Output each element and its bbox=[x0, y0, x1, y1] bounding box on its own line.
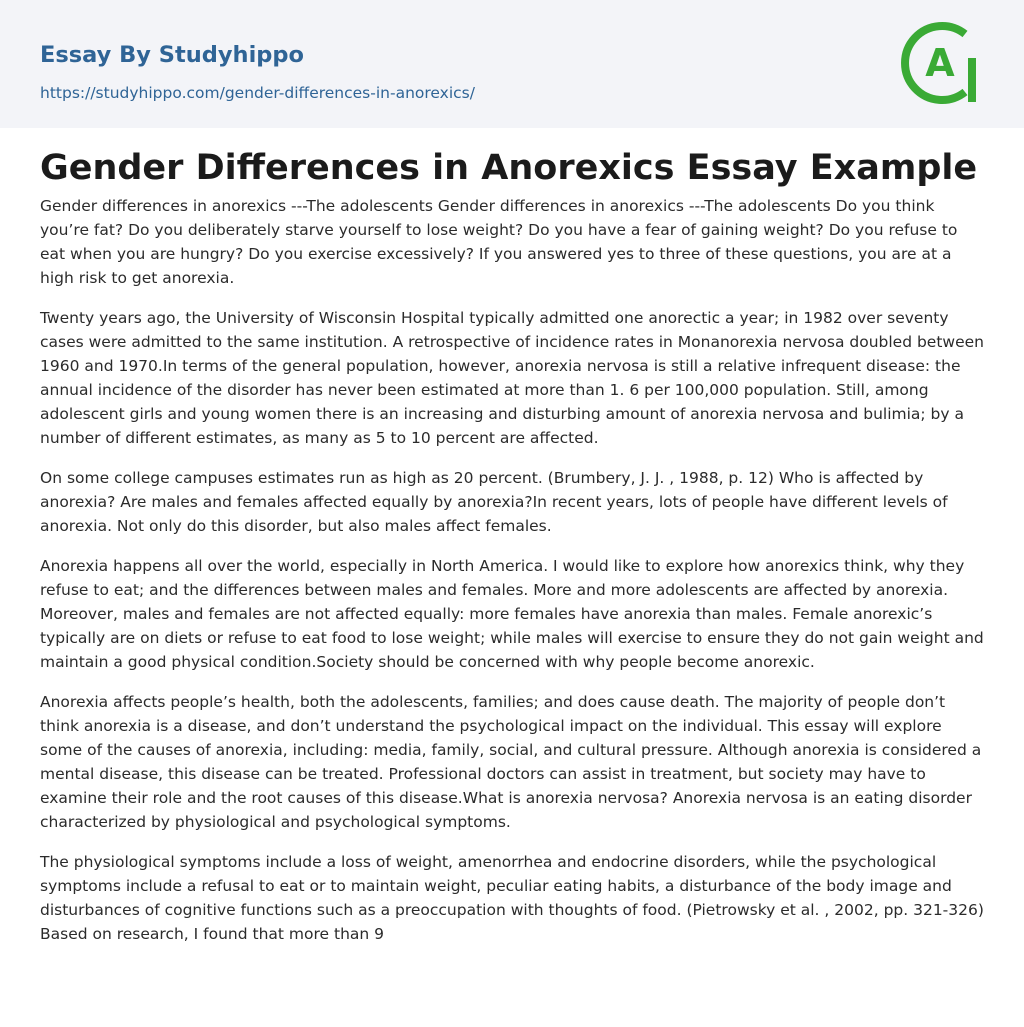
paragraph-1: Gender differences in anorexics ---The adolescents Gender differences in anorexics ---The adolescents Do you think you’re fat? Do you deliberately starve yourself to lose weight? Do you have a fear of gaining weight? Do you refuse to eat when you are hungry? Do you exercise excessively? If you answered yes to three of these questions, you are at a high risk to get anorexia. bbox=[40, 197, 958, 287]
article-url-link[interactable]: https://studyhippo.com/gender-differences-in-anorexics/ bbox=[40, 84, 475, 102]
paragraph-4: Anorexia happens all over the world, especially in North America. I would like to explore how anorexics think, why they refuse to eat; and the differences between males and females. More and more adolescents are affected by anorexia. Moreover, males and females are not affected equally: more females have anorexia than males. Female anorexic’s typically are on diets or refuse to eat food to lose weight; while males will exercise to ensure they do not gain weight and maintain a good physical condition.Society should be concerned with why people become anorexic. bbox=[40, 557, 984, 671]
page-header bbox=[0, 0, 1024, 128]
paragraph-6: The physiological symptoms include a loss of weight, amenorrhea and endocrine disorders, while the psychological symptoms include a refusal to eat or to maintain weight, peculiar eating habits, a disturbance of the body image and disturbances of cognitive functions such as a preoccupation with thoughts of food. (Pietrowsky et al. , 2002, pp. 321-326) Based on research, I found that more than 9 bbox=[40, 853, 984, 943]
article-title: Gender Differences in Anorexics Essay Example bbox=[40, 148, 978, 188]
paragraph-3: On some college campuses estimates run as high as 20 percent. (Brumbery, J. J. , 1988, p. 12) Who is affected by anorexia? Are males and females affected equally by anorexia?In recent years, lots of people have different levels of anorexia. Not only do this disorder, but also males affect females. bbox=[40, 469, 948, 535]
article-body bbox=[40, 194, 984, 962]
site-title[interactable]: Essay By Studyhippo bbox=[40, 42, 304, 68]
paragraph-5: Anorexia affects people’s health, both the adolescents, families; and does cause death. The majority of people don’t think anorexia is a disease, and don’t understand the psychological impact on the individual. This essay will explore some of the causes of anorexia, including: media, family, social, and cultural pressure. Although anorexia is considered a mental disease, this disease can be treated. Professional doctors can assist in treatment, but society may have to examine their role and the root causes of this disease.What is anorexia nervosa? Anorexia nervosa is an eating disorder characterized by physiological and psychological symptoms. bbox=[40, 693, 982, 831]
paragraph-2: Twenty years ago, the University of Wisconsin Hospital typically admitted one anorectic a year; in 1982 over seventy cases were admitted to the same institution. A retrospective of incidence rates in Monanorexia nervosa doubled between 1960 and 1970.In terms of the general population, however, anorexia nervosa is still a relative infrequent disease: the annual incidence of the disorder has never been estimated at more than 1. 6 per 100,000 population. Still, among adolescent girls and young women there is an increasing and disturbing amount of anorexia nervosa and bulimia; by a number of different estimates, as many as 5 to 10 percent are affected. bbox=[40, 309, 984, 447]
studyhippo-logo-icon[interactable] bbox=[898, 18, 988, 108]
logo-letter: A bbox=[925, 41, 955, 85]
